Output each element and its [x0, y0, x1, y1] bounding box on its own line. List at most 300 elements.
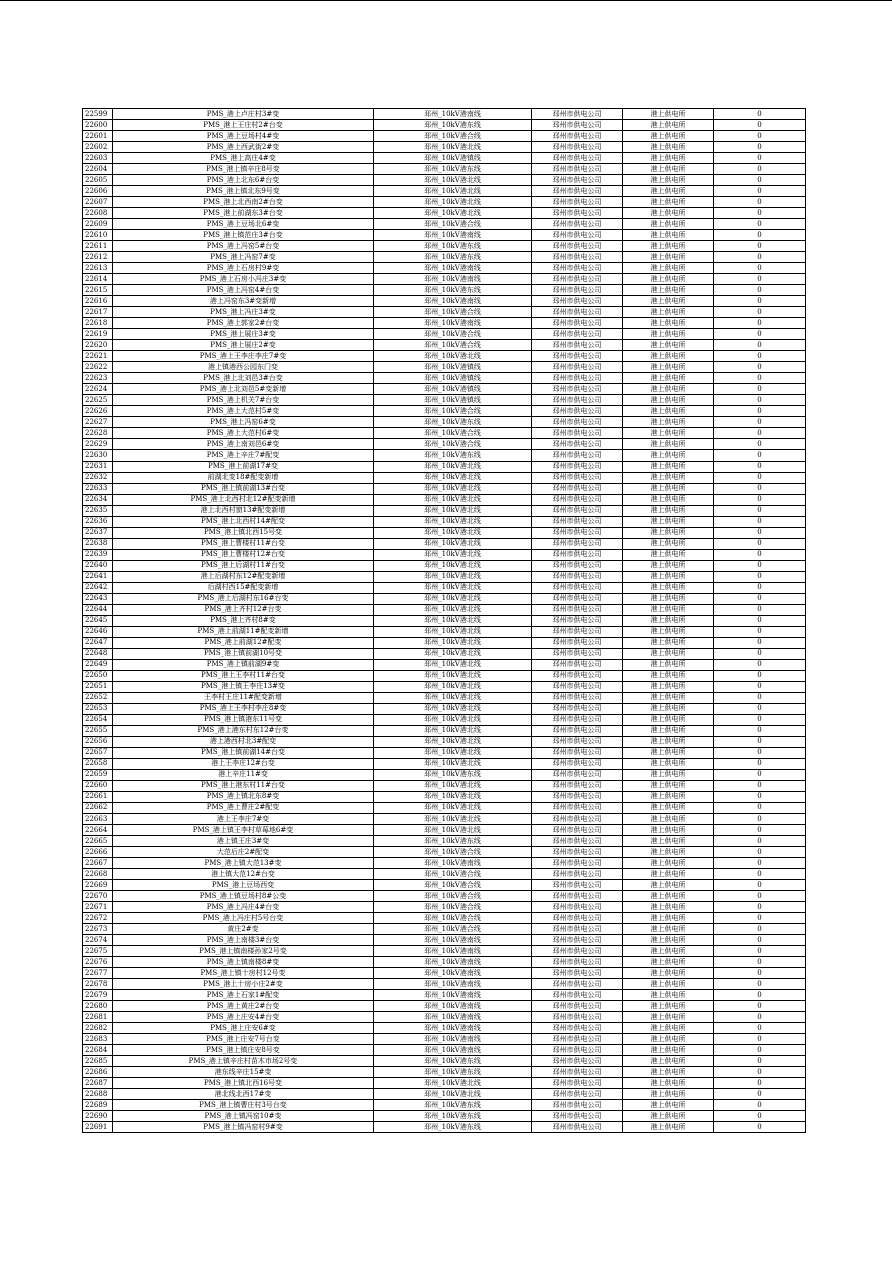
cell-device-name: PMS_港上冯窑6#变: [113, 417, 374, 428]
cell-quantity: 0: [714, 725, 806, 736]
cell-company: 邳州市供电公司: [532, 825, 623, 836]
cell-row-id: 22647: [83, 637, 113, 648]
cell-line-name: 邳州_10kV港北线: [374, 615, 532, 626]
cell-row-id: 22673: [83, 924, 113, 935]
cell-device-name: 港东线辛庄15#变: [113, 1067, 374, 1078]
cell-quantity: 0: [714, 791, 806, 802]
cell-line-name: 邳州_10kV港北线: [374, 461, 532, 472]
cell-line-name: 邳州_10kV港镇线: [374, 384, 532, 395]
cell-line-name: 邳州_10kV港北线: [374, 472, 532, 483]
cell-device-name: PMS_港上大范村6#变: [113, 428, 374, 439]
cell-line-name: 邳州_10kV港南线: [374, 274, 532, 285]
cell-line-name: 邳州_10kV港北线: [374, 527, 532, 538]
cell-device-name: PMS_港上镇前湖10号变: [113, 648, 374, 659]
cell-line-name: 邳州_10kV港合线: [374, 219, 532, 230]
cell-device-name: PMS_港上大范村5#变: [113, 406, 374, 417]
cell-line-name: 邳州_10kV港合线: [374, 340, 532, 351]
cell-row-id: 22652: [83, 692, 113, 703]
cell-row-id: 22656: [83, 736, 113, 747]
table-row: [83, 902, 806, 913]
cell-device-name: PMS_港上北西村14#配变: [113, 516, 374, 527]
cell-row-id: 22616: [83, 296, 113, 307]
cell-station: 港上供电所: [623, 175, 714, 186]
cell-line-name: 邳州_10kV港合线: [374, 869, 532, 880]
cell-station: 港上供电所: [623, 582, 714, 593]
cell-station: 港上供电所: [623, 736, 714, 747]
cell-quantity: 0: [714, 1089, 806, 1100]
cell-device-name: 大范后庄2#配变: [113, 847, 374, 858]
cell-device-name: PMS_港上镇北西16号变: [113, 1078, 374, 1089]
cell-station: 港上供电所: [623, 109, 714, 120]
cell-device-name: PMS_港上郭家2#台变: [113, 318, 374, 329]
cell-line-name: 邳州_10kV港北线: [374, 681, 532, 692]
cell-quantity: 0: [714, 780, 806, 791]
cell-row-id: 22671: [83, 902, 113, 913]
cell-row-id: 22627: [83, 417, 113, 428]
cell-station: 港上供电所: [623, 351, 714, 362]
cell-device-name: PMS_港上镇南楼8#变: [113, 957, 374, 968]
cell-line-name: 邳州_10kV港南线: [374, 990, 532, 1001]
cell-station: 港上供电所: [623, 725, 714, 736]
table-row: [83, 858, 806, 869]
cell-line-name: 邳州_10kV港合线: [374, 131, 532, 142]
cell-station: 港上供电所: [623, 131, 714, 142]
cell-quantity: 0: [714, 560, 806, 571]
table-row: [83, 285, 806, 296]
table-row: [83, 979, 806, 990]
cell-device-name: 港上王李庄12#台变: [113, 758, 374, 769]
cell-station: 港上供电所: [623, 263, 714, 274]
cell-station: 港上供电所: [623, 538, 714, 549]
cell-device-name: PMS_港上后湖村11#台变: [113, 560, 374, 571]
cell-station: 港上供电所: [623, 869, 714, 880]
cell-row-id: 22600: [83, 120, 113, 131]
table-row: [83, 1056, 806, 1067]
cell-company: 邳州市供电公司: [532, 1012, 623, 1023]
table-row: [83, 1111, 806, 1122]
cell-row-id: 22650: [83, 670, 113, 681]
cell-quantity: 0: [714, 274, 806, 285]
cell-company: 邳州市供电公司: [532, 1045, 623, 1056]
cell-row-id: 22599: [83, 109, 113, 120]
cell-quantity: 0: [714, 615, 806, 626]
cell-device-name: PMS_港上庄安6#变: [113, 1023, 374, 1034]
cell-line-name: 邳州_10kV港东线: [374, 120, 532, 131]
cell-station: 港上供电所: [623, 769, 714, 780]
cell-company: 邳州市供电公司: [532, 891, 623, 902]
cell-line-name: 邳州_10kV港北线: [374, 208, 532, 219]
cell-device-name: PMS_港上北刘邑5#变新增: [113, 384, 374, 395]
cell-device-name: PMS_港上镇曹庄村3号台变: [113, 1100, 374, 1111]
cell-line-name: 邳州_10kV港北线: [374, 1089, 532, 1100]
cell-company: 邳州市供电公司: [532, 814, 623, 825]
cell-station: 港上供电所: [623, 505, 714, 516]
cell-company: 邳州市供电公司: [532, 924, 623, 935]
cell-company: 邳州市供电公司: [532, 1111, 623, 1122]
cell-line-name: 邳州_10kV港东线: [374, 1100, 532, 1111]
cell-quantity: 0: [714, 318, 806, 329]
cell-row-id: 22638: [83, 538, 113, 549]
cell-company: 邳州市供电公司: [532, 186, 623, 197]
cell-row-id: 22601: [83, 131, 113, 142]
cell-station: 港上供电所: [623, 450, 714, 461]
table-row: [83, 274, 806, 285]
cell-quantity: 0: [714, 1056, 806, 1067]
cell-station: 港上供电所: [623, 1067, 714, 1078]
cell-line-name: 邳州_10kV港南线: [374, 109, 532, 120]
cell-company: 邳州市供电公司: [532, 263, 623, 274]
cell-line-name: 邳州_10kV港北线: [374, 582, 532, 593]
cell-line-name: 邳州_10kV港南线: [374, 263, 532, 274]
cell-row-id: 22677: [83, 968, 113, 979]
cell-company: 邳州市供电公司: [532, 990, 623, 1001]
cell-quantity: 0: [714, 120, 806, 131]
cell-quantity: 0: [714, 527, 806, 538]
table-row: [83, 142, 806, 153]
cell-device-name: PMS_港上镇前湖13#台变: [113, 483, 374, 494]
table-row: [83, 780, 806, 791]
cell-company: 邳州市供电公司: [532, 527, 623, 538]
cell-company: 邳州市供电公司: [532, 439, 623, 450]
table-row: [83, 439, 806, 450]
cell-station: 港上供电所: [623, 307, 714, 318]
cell-station: 港上供电所: [623, 1111, 714, 1122]
cell-row-id: 22626: [83, 406, 113, 417]
cell-row-id: 22644: [83, 604, 113, 615]
cell-station: 港上供电所: [623, 296, 714, 307]
cell-quantity: 0: [714, 175, 806, 186]
cell-quantity: 0: [714, 626, 806, 637]
cell-station: 港上供电所: [623, 219, 714, 230]
cell-company: 邳州市供电公司: [532, 847, 623, 858]
cell-device-name: PMS_港上王庄村2#台变: [113, 120, 374, 131]
cell-station: 港上供电所: [623, 902, 714, 913]
cell-company: 邳州市供电公司: [532, 351, 623, 362]
table-row: [83, 747, 806, 758]
cell-line-name: 邳州_10kV港北线: [374, 736, 532, 747]
cell-line-name: 邳州_10kV港北线: [374, 648, 532, 659]
table-row: [83, 164, 806, 175]
cell-station: 港上供电所: [623, 637, 714, 648]
table-row: [83, 869, 806, 880]
cell-line-name: 邳州_10kV港北线: [374, 505, 532, 516]
cell-company: 邳州市供电公司: [532, 274, 623, 285]
table-row: [83, 769, 806, 780]
cell-device-name: PMS_港上豆场村4#变: [113, 131, 374, 142]
cell-quantity: 0: [714, 296, 806, 307]
cell-company: 邳州市供电公司: [532, 329, 623, 340]
table-row: [83, 318, 806, 329]
cell-station: 港上供电所: [623, 659, 714, 670]
cell-line-name: 邳州_10kV港北线: [374, 637, 532, 648]
cell-row-id: 22685: [83, 1056, 113, 1067]
cell-quantity: 0: [714, 472, 806, 483]
cell-line-name: 邳州_10kV港合线: [374, 902, 532, 913]
cell-station: 港上供电所: [623, 417, 714, 428]
cell-company: 邳州市供电公司: [532, 836, 623, 847]
cell-company: 邳州市供电公司: [532, 461, 623, 472]
cell-row-id: 22687: [83, 1078, 113, 1089]
cell-quantity: 0: [714, 1001, 806, 1012]
table-row: [83, 571, 806, 582]
cell-station: 港上供电所: [623, 891, 714, 902]
cell-device-name: PMS_港上高庄4#变: [113, 153, 374, 164]
cell-station: 港上供电所: [623, 935, 714, 946]
cell-station: 港上供电所: [623, 384, 714, 395]
cell-row-id: 22625: [83, 395, 113, 406]
cell-company: 邳州市供电公司: [532, 725, 623, 736]
table-row: [83, 891, 806, 902]
cell-station: 港上供电所: [623, 439, 714, 450]
cell-device-name: PMS_港上王李村李庄8#变: [113, 703, 374, 714]
cell-line-name: 邳州_10kV港镇线: [374, 153, 532, 164]
cell-line-name: 邳州_10kV港南线: [374, 858, 532, 869]
cell-quantity: 0: [714, 1078, 806, 1089]
cell-station: 港上供电所: [623, 847, 714, 858]
cell-row-id: 22680: [83, 1001, 113, 1012]
cell-line-name: 邳州_10kV港合线: [374, 329, 532, 340]
cell-quantity: 0: [714, 659, 806, 670]
cell-station: 港上供电所: [623, 373, 714, 384]
cell-line-name: 邳州_10kV港合线: [374, 428, 532, 439]
cell-device-name: PMS_港上十房小庄2#变: [113, 979, 374, 990]
cell-row-id: 22639: [83, 549, 113, 560]
cell-line-name: 邳州_10kV港南线: [374, 230, 532, 241]
cell-company: 邳州市供电公司: [532, 538, 623, 549]
cell-device-name: 港上王李庄7#变: [113, 814, 374, 825]
cell-station: 港上供电所: [623, 208, 714, 219]
cell-company: 邳州市供电公司: [532, 417, 623, 428]
cell-company: 邳州市供电公司: [532, 869, 623, 880]
cell-company: 邳州市供电公司: [532, 1001, 623, 1012]
cell-line-name: 邳州_10kV港北线: [374, 692, 532, 703]
cell-company: 邳州市供电公司: [532, 505, 623, 516]
cell-station: 港上供电所: [623, 758, 714, 769]
cell-line-name: 邳州_10kV港南线: [374, 957, 532, 968]
cell-device-name: PMS_港上镇庄安8号变: [113, 1045, 374, 1056]
cell-device-name: PMS_港上黄庄2#台变: [113, 1001, 374, 1012]
cell-device-name: PMS_港上前湖东3#台变: [113, 208, 374, 219]
cell-row-id: 22676: [83, 957, 113, 968]
cell-company: 邳州市供电公司: [532, 593, 623, 604]
cell-company: 邳州市供电公司: [532, 285, 623, 296]
cell-quantity: 0: [714, 263, 806, 274]
cell-company: 邳州市供电公司: [532, 659, 623, 670]
cell-quantity: 0: [714, 230, 806, 241]
cell-device-name: PMS_港上镇十房村12号变: [113, 968, 374, 979]
cell-station: 港上供电所: [623, 318, 714, 329]
cell-line-name: 邳州_10kV港北线: [374, 516, 532, 527]
cell-company: 邳州市供电公司: [532, 703, 623, 714]
table-row: [83, 758, 806, 769]
cell-company: 邳州市供电公司: [532, 1122, 623, 1133]
cell-device-name: PMS_港上石房村9#变: [113, 263, 374, 274]
cell-company: 邳州市供电公司: [532, 604, 623, 615]
cell-quantity: 0: [714, 1100, 806, 1111]
cell-line-name: 邳州_10kV港合线: [374, 880, 532, 891]
cell-row-id: 22681: [83, 1012, 113, 1023]
cell-quantity: 0: [714, 439, 806, 450]
cell-company: 邳州市供电公司: [532, 880, 623, 891]
cell-quantity: 0: [714, 373, 806, 384]
cell-row-id: 22634: [83, 494, 113, 505]
cell-quantity: 0: [714, 406, 806, 417]
cell-line-name: 邳州_10kV港北线: [374, 549, 532, 560]
cell-station: 港上供电所: [623, 957, 714, 968]
cell-company: 邳州市供电公司: [532, 957, 623, 968]
cell-device-name: PMS_港上王李村11#台变: [113, 670, 374, 681]
cell-company: 邳州市供电公司: [532, 109, 623, 120]
cell-company: 邳州市供电公司: [532, 913, 623, 924]
cell-station: 港上供电所: [623, 483, 714, 494]
cell-row-id: 22610: [83, 230, 113, 241]
cell-company: 邳州市供电公司: [532, 131, 623, 142]
cell-line-name: 邳州_10kV港东线: [374, 285, 532, 296]
table-row: [83, 913, 806, 924]
cell-station: 港上供电所: [623, 395, 714, 406]
cell-company: 邳州市供电公司: [532, 164, 623, 175]
cell-device-name: PMS_港上卢庄村3#变: [113, 109, 374, 120]
cell-device-name: 王李村王庄11#配变新增: [113, 692, 374, 703]
cell-row-id: 22617: [83, 307, 113, 318]
table-row: [83, 880, 806, 891]
cell-station: 港上供电所: [623, 593, 714, 604]
cell-station: 港上供电所: [623, 604, 714, 615]
cell-device-name: 港上镇港西公园东门变: [113, 362, 374, 373]
cell-quantity: 0: [714, 648, 806, 659]
cell-company: 邳州市供电公司: [532, 747, 623, 758]
table-row: [83, 384, 806, 395]
cell-station: 港上供电所: [623, 924, 714, 935]
cell-quantity: 0: [714, 670, 806, 681]
cell-quantity: 0: [714, 450, 806, 461]
cell-station: 港上供电所: [623, 527, 714, 538]
table-row: [83, 219, 806, 230]
table-row: [83, 659, 806, 670]
cell-station: 港上供电所: [623, 340, 714, 351]
table-row: [83, 329, 806, 340]
table-row: [83, 692, 806, 703]
cell-company: 邳州市供电公司: [532, 968, 623, 979]
cell-row-id: 22665: [83, 836, 113, 847]
page-top-rule: [0, 0, 892, 1]
cell-device-name: PMS_港上展庄2#变: [113, 340, 374, 351]
cell-device-name: 港上镇大范12#台变: [113, 869, 374, 880]
cell-line-name: 邳州_10kV港北线: [374, 175, 532, 186]
cell-row-id: 22612: [83, 252, 113, 263]
cell-line-name: 邳州_10kV港东线: [374, 417, 532, 428]
cell-row-id: 22620: [83, 340, 113, 351]
cell-station: 港上供电所: [623, 747, 714, 758]
cell-device-name: PMS_港上后湖村东16#台变: [113, 593, 374, 604]
cell-quantity: 0: [714, 461, 806, 472]
cell-quantity: 0: [714, 219, 806, 230]
table-row: [83, 847, 806, 858]
cell-row-id: 22602: [83, 142, 113, 153]
cell-device-name: PMS_港上石房小冯庄3#变: [113, 274, 374, 285]
cell-quantity: 0: [714, 516, 806, 527]
table-row: [83, 263, 806, 274]
cell-station: 港上供电所: [623, 1023, 714, 1034]
cell-device-name: PMS_港上前湖17#变: [113, 461, 374, 472]
cell-station: 港上供电所: [623, 791, 714, 802]
cell-company: 邳州市供电公司: [532, 1023, 623, 1034]
cell-line-name: 邳州_10kV港北线: [374, 780, 532, 791]
cell-station: 港上供电所: [623, 120, 714, 131]
cell-station: 港上供电所: [623, 703, 714, 714]
cell-quantity: 0: [714, 692, 806, 703]
cell-station: 港上供电所: [623, 825, 714, 836]
cell-line-name: 邳州_10kV港南线: [374, 1023, 532, 1034]
cell-row-id: 22663: [83, 814, 113, 825]
cell-station: 港上供电所: [623, 494, 714, 505]
table-row: [83, 1001, 806, 1012]
cell-row-id: 22619: [83, 329, 113, 340]
cell-device-name: PMS_港上冯庄3#变: [113, 307, 374, 318]
cell-device-name: PMS_港上港东村11#台变: [113, 780, 374, 791]
cell-row-id: 22643: [83, 593, 113, 604]
cell-line-name: 邳州_10kV港北线: [374, 747, 532, 758]
cell-device-name: PMS_港上前湖12#配变: [113, 637, 374, 648]
cell-company: 邳州市供电公司: [532, 483, 623, 494]
cell-line-name: 邳州_10kV港北线: [374, 604, 532, 615]
table-row: [83, 1089, 806, 1100]
cell-company: 邳州市供电公司: [532, 241, 623, 252]
cell-company: 邳州市供电公司: [532, 549, 623, 560]
cell-station: 港上供电所: [623, 516, 714, 527]
cell-quantity: 0: [714, 924, 806, 935]
table-row: [83, 252, 806, 263]
cell-row-id: 22674: [83, 935, 113, 946]
cell-quantity: 0: [714, 153, 806, 164]
cell-device-name: 后湖村西15#配变新增: [113, 582, 374, 593]
cell-row-id: 22657: [83, 747, 113, 758]
table-row: [83, 197, 806, 208]
table-row: [83, 1034, 806, 1045]
cell-line-name: 邳州_10kV港北线: [374, 714, 532, 725]
table-row: [83, 1078, 806, 1089]
cell-quantity: 0: [714, 1111, 806, 1122]
cell-station: 港上供电所: [623, 1078, 714, 1089]
table-row: [83, 131, 806, 142]
cell-device-name: PMS_港上南楼3#台变: [113, 935, 374, 946]
cell-device-name: PMS_港上豆场西变: [113, 880, 374, 891]
cell-row-id: 22629: [83, 439, 113, 450]
table-row: [83, 604, 806, 615]
table-row: [83, 582, 806, 593]
cell-quantity: 0: [714, 164, 806, 175]
cell-station: 港上供电所: [623, 814, 714, 825]
cell-station: 港上供电所: [623, 615, 714, 626]
cell-company: 邳州市供电公司: [532, 450, 623, 461]
cell-quantity: 0: [714, 1012, 806, 1023]
cell-company: 邳州市供电公司: [532, 384, 623, 395]
table-row: [83, 791, 806, 802]
cell-station: 港上供电所: [623, 990, 714, 1001]
cell-station: 港上供电所: [623, 1100, 714, 1111]
cell-quantity: 0: [714, 703, 806, 714]
cell-device-name: PMS_港上镇辛庄8号变: [113, 164, 374, 175]
cell-company: 邳州市供电公司: [532, 758, 623, 769]
cell-device-name: 港上北西村窗13#配变新增: [113, 505, 374, 516]
cell-quantity: 0: [714, 847, 806, 858]
cell-device-name: PMS_港上曹楼村11#台变: [113, 538, 374, 549]
table-row: [83, 186, 806, 197]
cell-station: 港上供电所: [623, 1056, 714, 1067]
cell-device-name: PMS_港上镇冯窑村9#变: [113, 1122, 374, 1133]
cell-device-name: PMS_港上镇南楼孙家2号变: [113, 946, 374, 957]
cell-line-name: 邳州_10kV港北线: [374, 758, 532, 769]
